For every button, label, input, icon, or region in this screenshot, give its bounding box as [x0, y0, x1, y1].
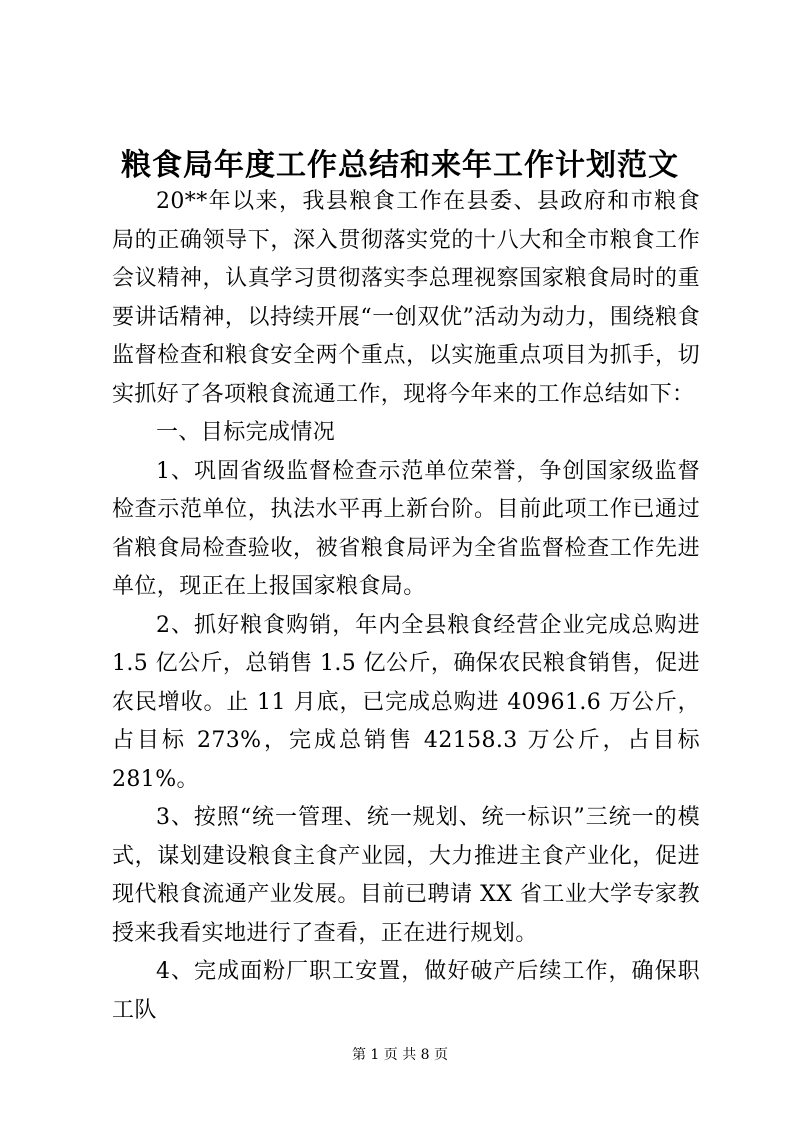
paragraph-item-1: 1、巩固省级监督检查示范单位荣誉，争创国家级监督检查示范单位，执法水平再上新台阶。目前此项工作已通过省粮食局检查验收，被省粮食局评为全省监督检查工作先进单位，现正在上报国家粮食局。 [112, 458, 700, 599]
page-number-footer: 第 1 页 共 8 页 [351, 1047, 449, 1063]
section-heading-goals: 一、目标完成情况 [156, 420, 336, 445]
document-title: 粮食局年度工作总结和来年工作计划范文 [121, 148, 679, 183]
paragraph-item-2: 2、抓好粮食购销，年内全县粮食经营企业完成总购进 1.5 亿公斤，总销售 1.5 亿公斤，确保农民粮食销售，促进农民增收。止 11 月底，已完成总购进 40961.6 万公斤，占目标 273%，完成总销售 42158.3 万公斤，占目标 281%。 [112, 612, 700, 792]
document-body [112, 183, 700, 1030]
paragraph-item-4: 4、完成面粉厂职工安置，做好破产后续工作，确保职工队 [112, 959, 700, 1023]
paragraph-item-3: 3、按照“统一管理、统一规划、统一标识”三统一的模式，谋划建设粮食主食产业园，大力推进主食产业化，促进现代粮食流通产业发展。目前已聘请 XX 省工业大学专家教授来我看实地进行了查看，正在进行规划。 [112, 805, 700, 946]
paragraph-intro: 20**年以来，我县粮食工作在县委、县政府和市粮食局的正确领导下，深入贯彻落实党的十八大和全市粮食工作会议精神，认真学习贯彻落实李总理视察国家粮食局时的重要讲话精神，以持续开展“一创双优”活动为动力，围绕粮食监督检查和粮食安全两个重点，以实施重点项目为抓手，切实抓好了各项粮食流通工作，现将今年来的工作总结如下： [112, 189, 700, 407]
